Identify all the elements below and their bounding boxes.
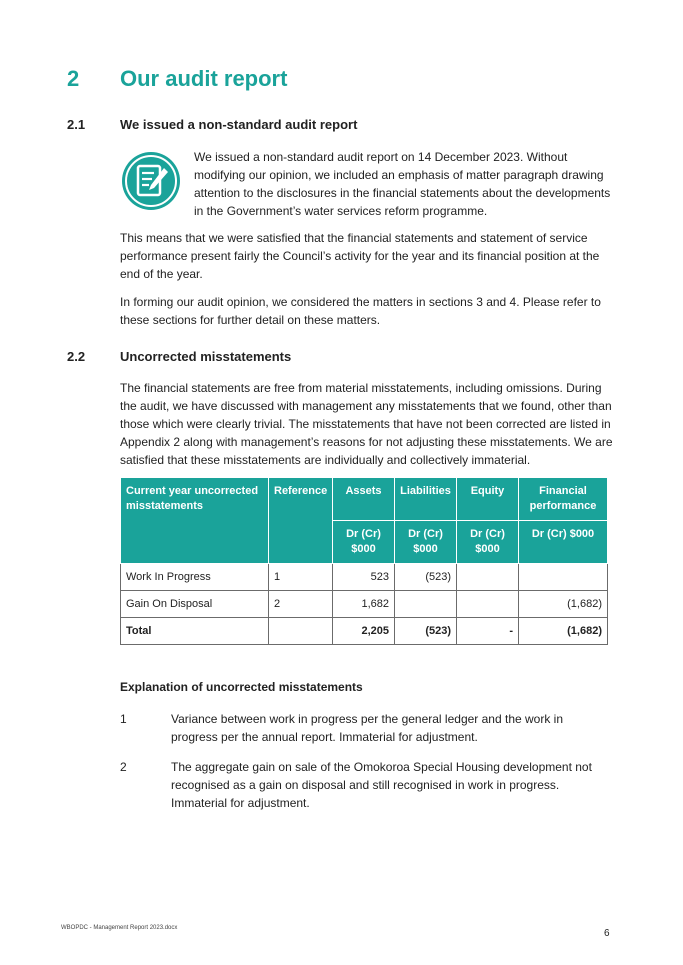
explanation-item-text: Variance between work in progress per the general ledger and the work in progress per the annual report. Immaterial for adjustment.	[171, 712, 564, 744]
report-check-icon	[120, 150, 182, 212]
subsection-title: We issued a non-standard audit report	[120, 117, 358, 132]
table-row	[121, 591, 608, 618]
explanation-title: Explanation of uncorrected misstatements	[120, 680, 363, 694]
header-misstatements: Current year uncorrected misstatements	[121, 478, 269, 564]
subheader-assets: Dr (Cr) $000	[333, 521, 395, 564]
cell-liabilities	[395, 591, 457, 618]
explanation-item-number: 1	[120, 712, 127, 726]
audit-report-paragraph: We issued a non-standard audit report on 14 December 2023. Without modifying our opinion, we included an emphasis of matter paragraph drawing attention to the disclosures in the financial statements about the developments in the Government’s water services reform programme.	[194, 150, 611, 218]
header-assets: Assets	[333, 478, 395, 521]
cell-total-liabilities: (523)	[395, 618, 457, 645]
cell-ref: 2	[269, 591, 333, 618]
page-number: 6	[604, 928, 610, 939]
cell-total-assets: 2,205	[333, 618, 395, 645]
table-total-row	[121, 618, 608, 645]
cell-financial: (1,682)	[519, 591, 608, 618]
misstatements-table	[120, 477, 608, 645]
cell-total-equity: -	[457, 618, 519, 645]
subheader-equity: Dr (Cr) $000	[457, 521, 519, 564]
subsection-title: Uncorrected misstatements	[120, 349, 292, 364]
cell-name: Gain On Disposal	[121, 591, 269, 618]
header-reference: Reference	[269, 478, 333, 564]
header-financial-performance: Financial performance	[519, 478, 608, 521]
cell-total-name: Total	[121, 618, 269, 645]
subheader-financial: Dr (Cr) $000	[519, 521, 608, 564]
cell-name: Work In Progress	[121, 564, 269, 591]
table-row	[121, 564, 608, 591]
subsection-number: 2.1	[67, 117, 86, 132]
footer-filename: WBOPDC - Management Report 2023.docx	[61, 925, 178, 931]
cell-liabilities: (523)	[395, 564, 457, 591]
explanation-item-number: 2	[120, 760, 127, 774]
header-liabilities: Liabilities	[395, 478, 457, 521]
cell-ref: 1	[269, 564, 333, 591]
misstatements-paragraph: The financial statements are free from material misstatements, including omissions. During the audit, we have discussed with management any misstatements that we found, other than those which were clearly trivial. The misstatements that have not been corrected are listed in Appendix 2 along with management’s reasons for not adjusting these misstatements. We are satisfied that these misstatements are individually and collectively immaterial.	[120, 381, 613, 467]
satisfied-paragraph: This means that we were satisfied that the financial statements and statement of service performance present fairly the Council’s activity for the year and its financial position at the end of the year.	[120, 231, 600, 281]
cell-equity	[457, 564, 519, 591]
cell-financial	[519, 564, 608, 591]
section-number: 2	[67, 66, 80, 91]
audit-opinion-paragraph: In forming our audit opinion, we considered the matters in sections 3 and 4. Please refer to these sections for further detail on these matters.	[120, 295, 601, 327]
explanation-item-text: The aggregate gain on sale of the Omokoroa Special Housing development not recognised as a gain on disposal and still recognised in work in progress. Immaterial for adjustment.	[171, 760, 592, 810]
header-equity: Equity	[457, 478, 519, 521]
subsection-number: 2.2	[67, 349, 86, 364]
section-title: Our audit report	[120, 66, 288, 91]
cell-total-financial: (1,682)	[519, 618, 608, 645]
cell-total-ref	[269, 618, 333, 645]
cell-equity	[457, 591, 519, 618]
cell-assets: 1,682	[333, 591, 395, 618]
subheader-liabilities: Dr (Cr) $000	[395, 521, 457, 564]
cell-assets: 523	[333, 564, 395, 591]
